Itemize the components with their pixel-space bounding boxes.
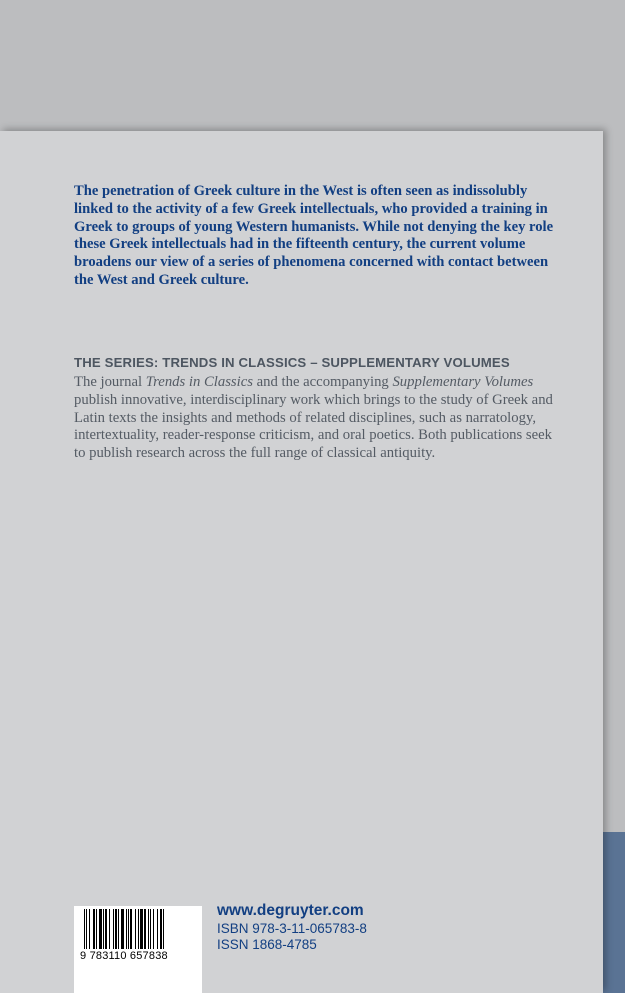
barcode-bar xyxy=(93,909,95,949)
barcode-bar xyxy=(128,909,129,949)
publisher-url[interactable]: www.degruyter.com xyxy=(217,902,364,919)
barcode-bar xyxy=(86,909,87,949)
barcode-bar xyxy=(140,909,143,949)
barcode-bar xyxy=(163,909,164,949)
barcode-digits: 9 783110 657838 xyxy=(80,950,168,962)
issn-number: ISSN 1868-4785 xyxy=(217,937,317,952)
series-text-2: and the accompanying xyxy=(252,374,393,390)
barcode-bar xyxy=(99,909,102,949)
barcode-bar xyxy=(160,909,162,949)
barcode-bar xyxy=(144,909,146,949)
barcode-bar xyxy=(113,909,114,949)
barcode-bar xyxy=(138,909,139,949)
series-text-3: publish innovative, interdisciplinary work which brings to the study of Greek and Latin texts the insights and methods of related disciplines, such as narratology, intertextuality, reader-response criticism, and oral poetics. Both publications seek to publish research across the full range of classical antiquity. xyxy=(74,391,553,462)
barcode-bar xyxy=(153,909,154,949)
book-blurb: The penetration of Greek culture in the West is often seen as indissolubly linked to the activity of a few Greek intellectuals, who provided a training in Greek to groups of young Western humanists. While not denying the key role these Greek intellectuals had in the fifteenth century, the current volume broadens our view of a series of phenomena concerned with contact between the West and Greek culture. xyxy=(74,183,554,288)
barcode-bar xyxy=(148,909,149,949)
barcode-bar xyxy=(150,909,151,949)
barcode-bar xyxy=(84,909,85,949)
series-heading: THE SERIES: TRENDS IN CLASSICS – SUPPLEMENTARY VOLUMES xyxy=(74,355,510,370)
barcode-bar xyxy=(103,909,104,949)
barcode-bar xyxy=(89,909,90,949)
isbn-number: ISBN 978-3-11-065783-8 xyxy=(217,921,367,936)
barcode-bar xyxy=(96,909,97,949)
barcode-bar xyxy=(126,909,127,949)
barcode-bar xyxy=(157,909,158,949)
barcode-bar xyxy=(121,909,124,949)
barcode-bar xyxy=(105,909,107,949)
barcode-bar xyxy=(135,909,136,949)
series-text-1: The journal xyxy=(74,374,146,390)
barcode-bars xyxy=(84,909,192,949)
journal-title: Trends in Classics xyxy=(145,374,253,390)
barcode-bar xyxy=(130,909,132,949)
barcode xyxy=(74,906,202,993)
barcode-bar xyxy=(109,909,110,949)
barcode-bar xyxy=(115,909,117,949)
series-description xyxy=(74,374,554,463)
supplement-title: Supplementary Volumes xyxy=(392,374,534,390)
adjacent-blue-cover-edge xyxy=(603,832,625,993)
barcode-bar xyxy=(118,909,119,949)
